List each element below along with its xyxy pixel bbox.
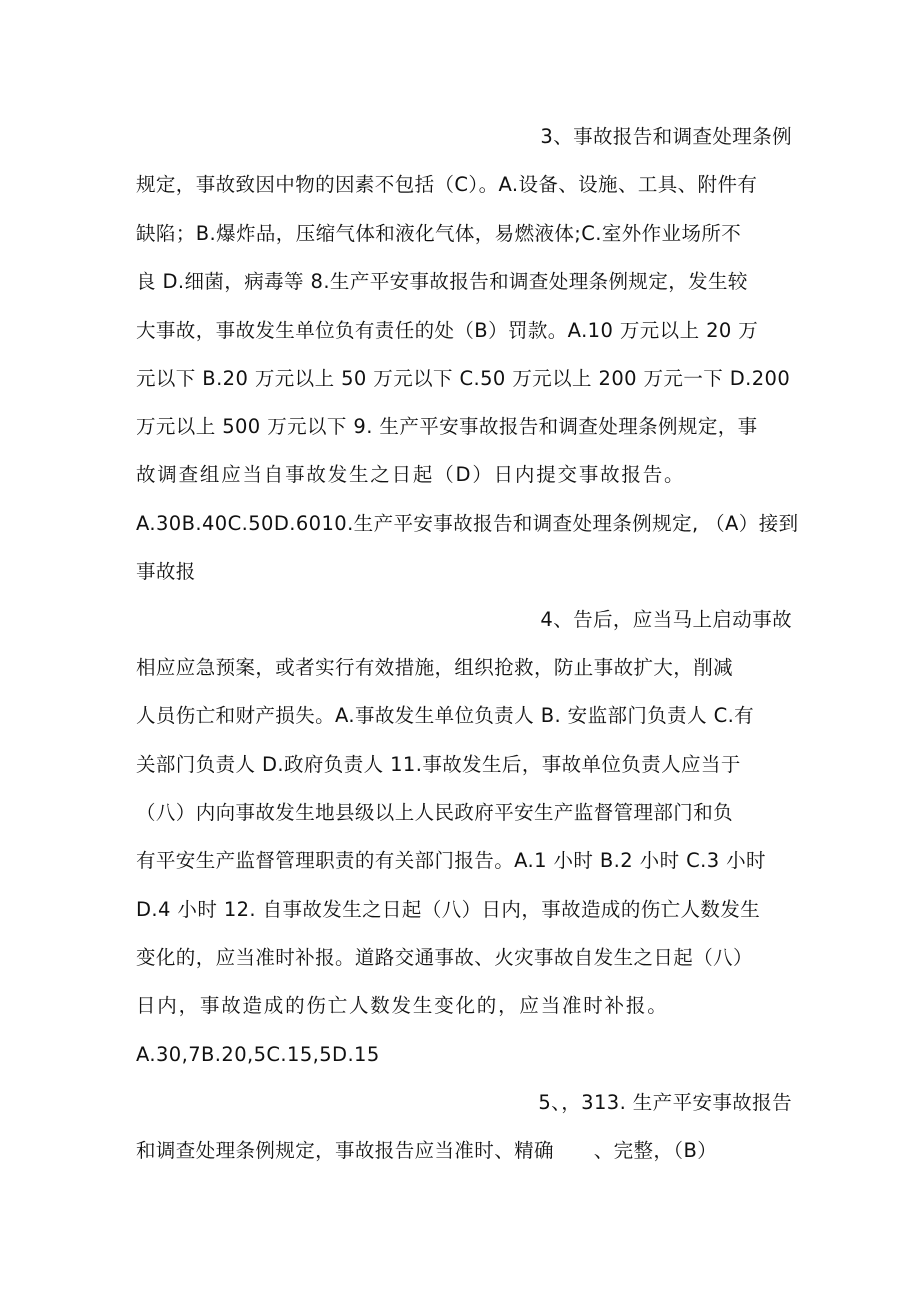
paragraph-line: 相应应急预案，或者实行有效措施，组织抢救，防止事故扩大，削减 [136,656,734,679]
paragraph-line: 规定，事故致因中物的因素不包括（C）。A.设备、设施、工具、附件有 [136,173,758,196]
paragraph-line: 缺陷；B.爆炸品，压缩气体和液化气体，易燃液体;C.室外作业场所不 [136,222,742,245]
paragraph-line: 有平安生产监督管理职责的有关部门报告。A.1 小时 B.2 小时 C.3 小时 [136,849,766,872]
paragraph-line: A.30B.40C.50D.6010.生产平安事故报告和调查处理条例规定, （A）接到 [136,512,799,535]
paragraph-line: 事故报 [136,560,196,583]
paragraph-line: 关部门负责人 D.政府负责人 11.事故发生后，事故单位负责人应当于 [136,753,741,776]
paragraph-line: 万元以上 500 万元以下 9. 生产平安事故报告和调查处理条例规定，事 [136,415,758,438]
paragraph-line: 元以下 B.20 万元以上 50 万元以下 C.50 万元以上 200 万元一下 D.200 [136,367,791,390]
paragraph-line: 和调查处理条例规定，事故报告应当准时、精确 、完整，（B） [136,1139,718,1162]
paragraph-line: A.30,7B.20,5C.15,5D.15 [136,1043,380,1066]
paragraph-line: （八）内向事故发生地县级以上人民政府平安生产监督管理部门和负 [136,801,734,824]
paragraph-line: 故调查组应当自事故发生之日起（D）日内提交事故报告。 [136,463,686,486]
paragraph-heading-5: 5、，313. 生产平安事故报告 [538,1091,792,1114]
paragraph-line: 大事故，事故发生单位负有责任的处（B）罚款。A.10 万元以上 20 万 [136,319,759,342]
paragraph-line: D.4 小时 12. 自事故发生之日起（八）日内，事故造成的伤亡人数发生 [136,898,761,921]
paragraph-heading-3: 3、事故报告和调查处理条例 [540,125,792,148]
paragraph-heading-4: 4、告后，应当马上启动事故 [540,608,792,631]
paragraph-line: 日内，事故造成的伤亡人数发生变化的，应当准时补报。 [136,994,669,1017]
paragraph-line: 良 D.细菌，病毒等 8.生产平安事故报告和调查处理条例规定，发生较 [136,270,748,293]
paragraph-line: 人员伤亡和财产损失。A.事故发生单位负责人 B. 安监部门负责人 C.有 [136,704,755,727]
paragraph-line: 变化的，应当准时补报。道路交通事故、火灾事故自发生之日起（八） [136,946,753,969]
